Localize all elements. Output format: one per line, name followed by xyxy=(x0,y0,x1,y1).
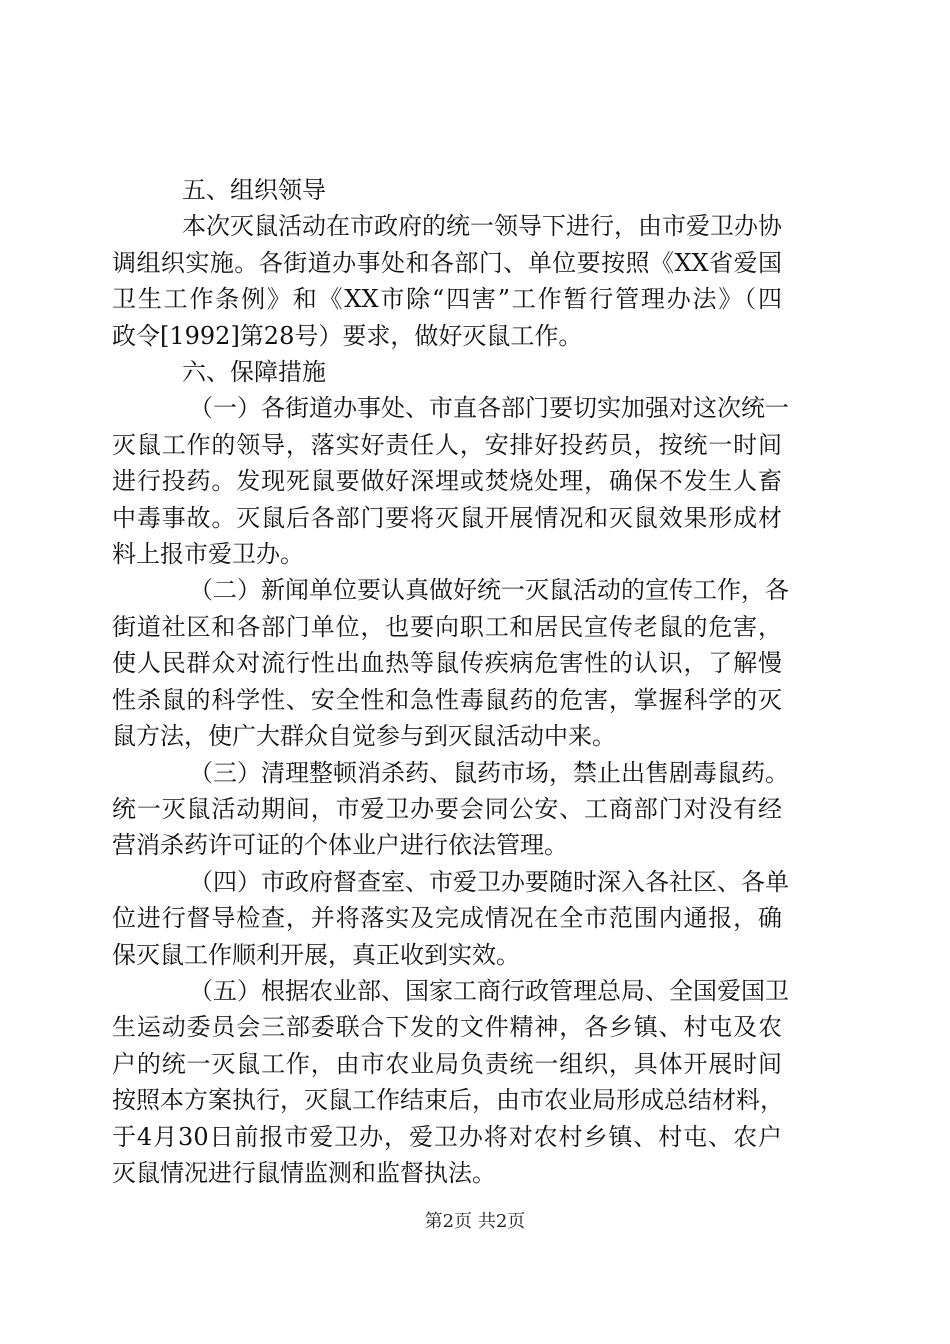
section-heading xyxy=(182,354,782,390)
text-line: （四）市政府督查室、市爱卫办要随时深入各社区、各单 xyxy=(189,867,789,896)
text-line: 统一灭鼠活动期间，市爱卫办要会同公安、工商部门对没有经 xyxy=(112,794,782,823)
text-line: 灭鼠工作的领导，落实好责任人，安排好投药员，按统一时间 xyxy=(112,430,782,459)
text-line: 位进行督导检查，并将落实及完成情况在全市范围内通报，确 xyxy=(112,904,782,933)
text-line: 政令[1992]第28号）要求，做好灭鼠工作。 xyxy=(112,321,583,350)
paragraph xyxy=(112,864,789,973)
text-line: （一）各街道办事处、市直各部门要切实加强对这次统一 xyxy=(189,394,789,423)
section-heading xyxy=(182,172,782,208)
text-line: 进行投药。发现死鼠要做好深埋或焚烧处理，确保不发生人畜 xyxy=(112,467,782,496)
paragraph xyxy=(112,755,789,864)
text-line: 鼠方法，使广大群众自觉参与到灭鼠活动中来。 xyxy=(112,722,616,751)
text-line: 保灭鼠工作顺利开展，真正收到实效。 xyxy=(112,940,520,969)
text-line: 营消杀药许可证的个体业户进行依法管理。 xyxy=(112,831,568,860)
text-line: 使人民群众对流行性出血热等鼠传疾病危害性的认识，了解慢 xyxy=(112,649,782,678)
text-line: （五）根据农业部、国家工商行政管理总局、全国爱国卫 xyxy=(189,976,789,1005)
text-line: 性杀鼠的科学性、安全性和急性毒鼠药的危害，掌握科学的灭 xyxy=(112,685,782,714)
text-line: 五、组织领导 xyxy=(182,176,326,204)
text-line: 街道社区和各部门单位，也要向职工和居民宣传老鼠的危害， xyxy=(112,612,782,641)
text-line: 料上报市爱卫办。 xyxy=(112,540,304,569)
text-line: 六、保障措施 xyxy=(182,358,326,387)
document-body xyxy=(112,172,789,1191)
paragraph xyxy=(112,973,789,1191)
text-line: 户的统一灭鼠工作，由市农业局负责统一组织，具体开展时间 xyxy=(112,1049,782,1078)
text-line: （二）新闻单位要认真做好统一灭鼠活动的宣传工作，各 xyxy=(189,576,789,605)
text-line: 按照本方案执行，灭鼠工作结束后，由市农业局形成总结材料， xyxy=(112,1086,784,1115)
text-line: 卫生工作条例》和《XX市除“四害”工作暂行管理办法》（四 xyxy=(112,285,782,314)
text-line: 于4月30日前报市爱卫办，爱卫办将对农村乡镇、村屯、农户 xyxy=(112,1122,782,1151)
page-footer xyxy=(0,1210,950,1234)
paragraph xyxy=(112,208,782,354)
text-line: 中毒事故。灭鼠后各部门要将灭鼠开展情况和灭鼠效果形成材 xyxy=(112,503,782,532)
paragraph xyxy=(112,390,789,572)
text-line: 灭鼠情况进行鼠情监测和监督执法。 xyxy=(112,1158,496,1187)
page-number-label: 第2页 共2页 xyxy=(424,1211,526,1232)
paragraph xyxy=(112,572,789,754)
text-line: 生运动委员会三部委联合下发的文件精神，各乡镇、村屯及农 xyxy=(112,1013,782,1042)
text-line: 本次灭鼠活动在市政府的统一领导下进行，由市爱卫办协 xyxy=(182,212,782,241)
text-line: （三）清理整顿消杀药、鼠药市场，禁止出售剧毒鼠药。 xyxy=(189,758,789,787)
text-line: 调组织实施。各街道办事处和各部门、单位要按照《XX省爱国 xyxy=(112,248,782,277)
